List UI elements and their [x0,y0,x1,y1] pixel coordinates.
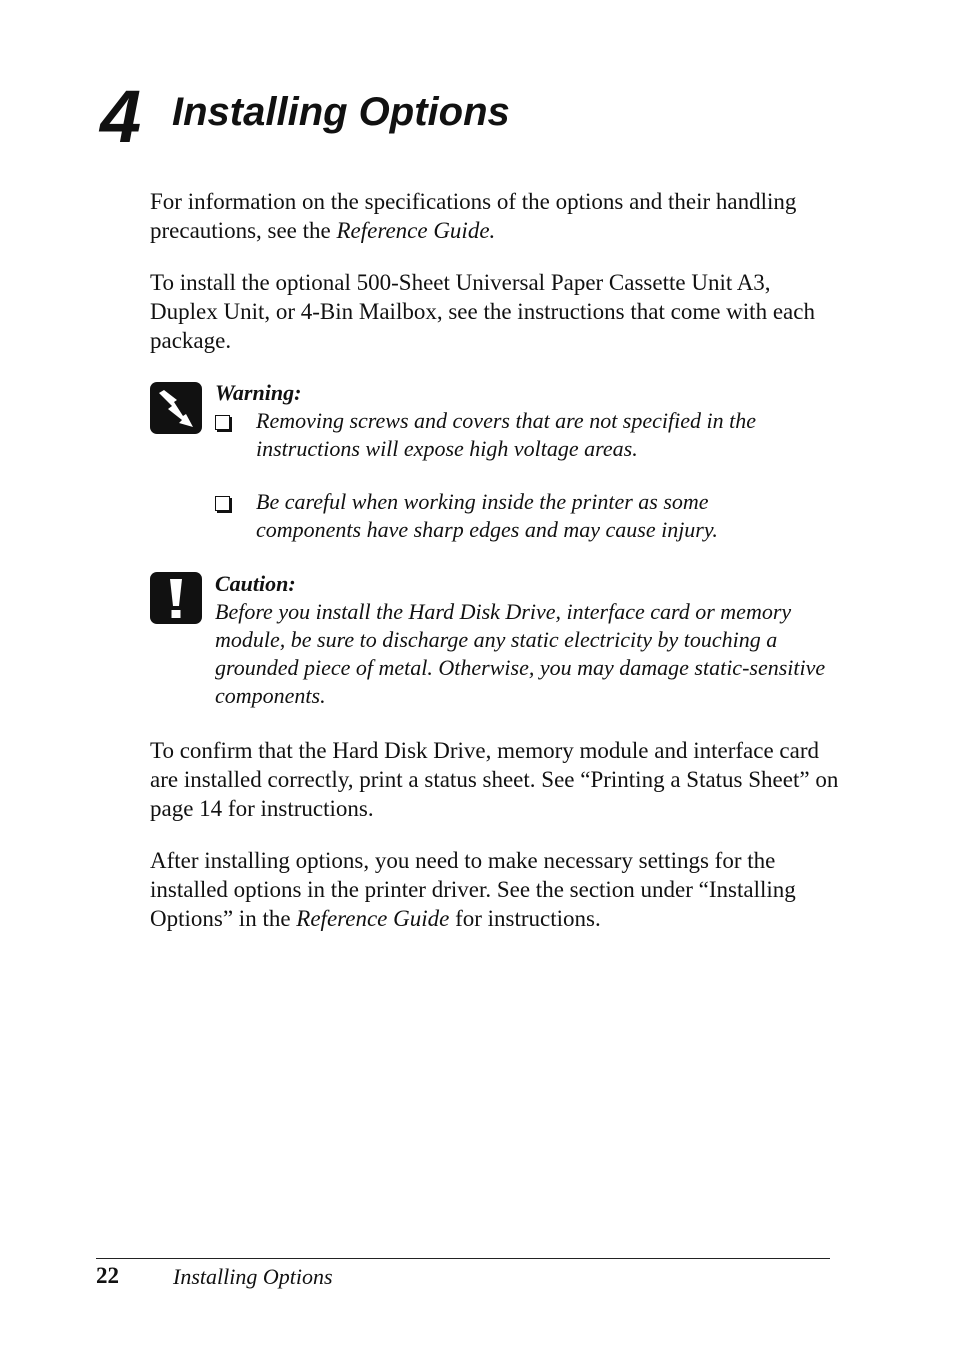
running-title: Installing Options [173,1264,333,1289]
caution-text: Before you install the Hard Disk Drive, interface card or memory module, be sure to discharge any static electricity by touching a grounded piece of metal. Otherwise, you may damage static-sensitive components. [215,599,826,708]
page-number: 22 [96,1263,119,1288]
warning-item-1: Removing screws and covers that are not specified in the instructions will expose high voltage areas. [256,408,756,461]
intro-paragraph-2: To install the optional 500-Sheet Universal Paper Cassette Unit A3, Duplex Unit, or 4-Bin Mailbox, see the instructions that come with each package. [150,270,815,353]
checkbox-bullet-icon [215,415,230,430]
body-paragraph-4-text-b: for instructions. [449,906,601,931]
body-paragraph-4 [150,846,830,933]
chapter-number: 4 [100,75,140,158]
warning-heading: Warning: [215,380,302,405]
body-paragraph-4-text-a: After installing options, you need to make necessary settings for the installed options in the printer driver. See the section under “Installing Options” in the [150,848,796,931]
intro-paragraph-1-text: For information on the specifications of the options and their handling precautions, see the [150,189,797,243]
body-paragraph-3: To confirm that the Hard Disk Drive, memory module and interface card are installed correctly, print a status sheet. See “Printing a Status Sheet” on page 14 for instructions. [150,738,839,821]
reference-guide-ref: Reference Guide. [336,218,496,243]
warning-item-2: Be careful when working inside the printer as some components have sharp edges and may cause injury. [256,489,718,542]
intro-paragraph-1 [150,187,840,245]
lightning-warning-icon [150,382,202,434]
chapter-title: Installing Options [172,90,510,134]
checkbox-bullet-icon [215,496,230,511]
reference-guide-ref: Reference Guide [296,906,450,931]
caution-heading: Caution: [215,571,296,596]
exclamation-caution-icon [150,572,202,624]
footer-divider [96,1258,830,1259]
